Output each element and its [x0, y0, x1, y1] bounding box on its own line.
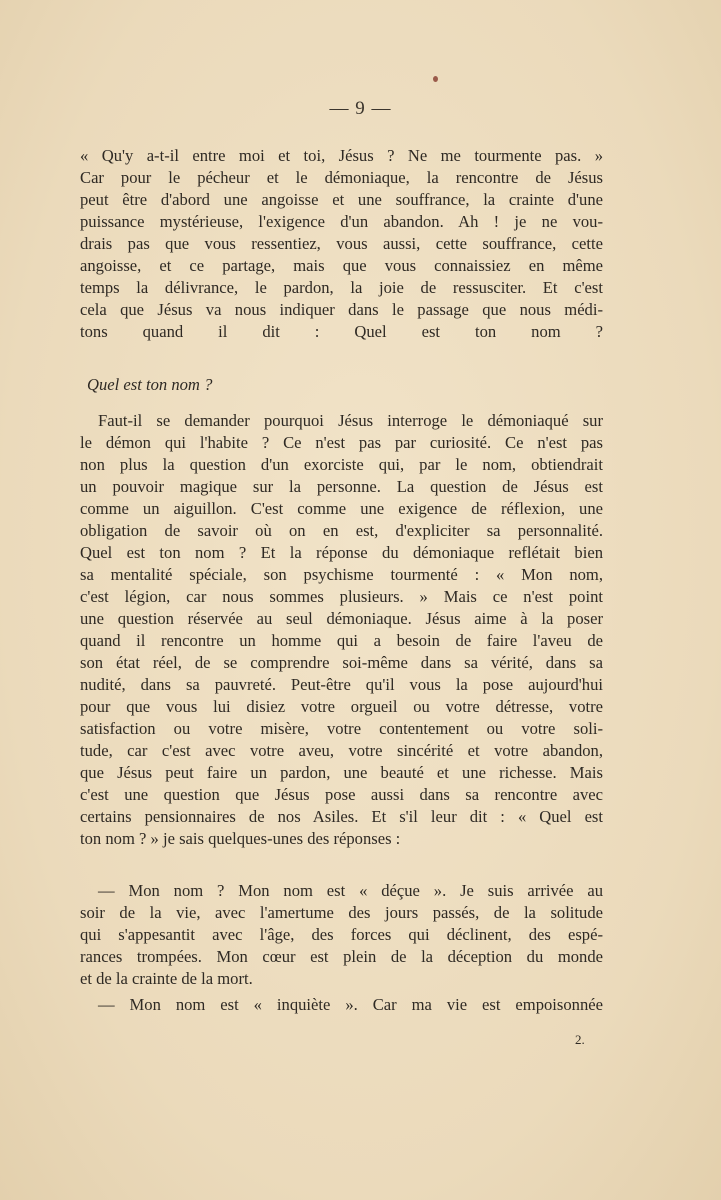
paragraph-3	[80, 880, 603, 990]
text-line: non plus la question d'un exorciste qui, par le nom, obtiendrait	[80, 455, 603, 474]
signature-mark: 2.	[575, 1032, 585, 1047]
page-number: — 9 —	[329, 98, 392, 119]
text-line: certains pensionnaires de nos Asiles. Et s'il leur dit : « Quel est	[80, 807, 603, 826]
text-line: nudité, dans sa pauvreté. Peut-être qu'il vous la pose aujourd'hui	[80, 675, 603, 694]
text-line: soir de la vie, avec l'amertume des jours passés, de la solitude	[80, 903, 603, 922]
text-line: pour que vous lui disiez votre orgueil ou votre détresse, votre	[80, 697, 603, 716]
text-line: peut être d'abord une angoisse et une souffrance, la crainte d'une	[80, 190, 603, 209]
paragraph-2	[80, 410, 603, 850]
text-line: le démon qui l'habite ? Ce n'est pas par curiosité. Ce n'est pas	[80, 433, 603, 452]
text-line: — Mon nom est « inquiète ». Car ma vie est empoisonnée	[98, 995, 603, 1014]
text-line: comme un aiguillon. C'est comme une exigence de réflexion, une	[80, 499, 603, 518]
text-line: obligation de savoir où on en est, d'expliciter sa personnalité.	[80, 521, 603, 540]
text-line: rances trompées. Mon cœur est plein de la déception du monde	[80, 947, 603, 966]
text-line: tons quand il dit : Quel est ton nom ?	[80, 322, 603, 341]
text-line: — Mon nom ? Mon nom est « déçue ». Je suis arrivée au	[98, 881, 603, 900]
section-heading: Quel est ton nom ?	[87, 375, 213, 394]
text-line: Quel est ton nom ? Et la réponse du démoniaque reflétait bien	[80, 543, 603, 562]
text-line: sa mentalité spéciale, son psychisme tourmenté : « Mon nom,	[80, 565, 603, 584]
text-line: puissance mystérieuse, l'exigence d'un abandon. Ah ! je ne vou-	[80, 212, 603, 231]
ink-dot	[433, 76, 438, 82]
text-line: drais pas que vous ressentiez, vous aussi, cette souffrance, cette	[80, 234, 603, 253]
text-line: qui s'appesantit avec l'âge, des forces qui déclinent, des espé-	[80, 925, 603, 944]
text-line: quand il rencontre un homme qui a besoin de faire l'aveu de	[80, 631, 603, 650]
text-line: et de la crainte de la mort.	[80, 969, 253, 988]
text-line: son état réel, de se comprendre soi-même dans sa vérité, dans sa	[80, 653, 603, 672]
paragraph-1	[80, 145, 603, 343]
text-line: c'est légion, car nous sommes plusieurs. » Mais ce n'est point	[80, 587, 603, 606]
text-line: c'est une question que Jésus pose aussi dans sa rencontre avec	[80, 785, 603, 804]
text-line: cela que Jésus va nous indiquer dans le passage que nous médi-	[80, 300, 603, 319]
text-line: Car pour le pécheur et le démoniaque, la rencontre de Jésus	[80, 168, 603, 187]
text-line: Faut-il se demander pourquoi Jésus interroge le démoniaqué sur	[98, 411, 603, 430]
text-line: tude, car c'est avec votre aveu, votre sincérité et votre abandon,	[80, 741, 603, 760]
text-line: une question réservée au seul démoniaque. Jésus aime à la poser	[80, 609, 603, 628]
text-line: « Qu'y a-t-il entre moi et toi, Jésus ? Ne me tourmente pas. »	[80, 146, 603, 165]
text-line: angoisse, et ce partage, mais que vous connaissiez en même	[80, 256, 603, 275]
text-line: satisfaction ou votre misère, votre contentement ou votre soli-	[80, 719, 603, 738]
text-line: un pouvoir magique sur la personne. La question de Jésus est	[80, 477, 603, 496]
text-line: temps la délivrance, le pardon, la joie de ressusciter. Et c'est	[80, 278, 603, 297]
paragraph-4	[80, 994, 603, 1016]
text-line: ton nom ? » je sais quelques-unes des réponses :	[80, 829, 401, 848]
text-line: que Jésus peut faire un pardon, une beauté et une richesse. Mais	[80, 763, 603, 782]
